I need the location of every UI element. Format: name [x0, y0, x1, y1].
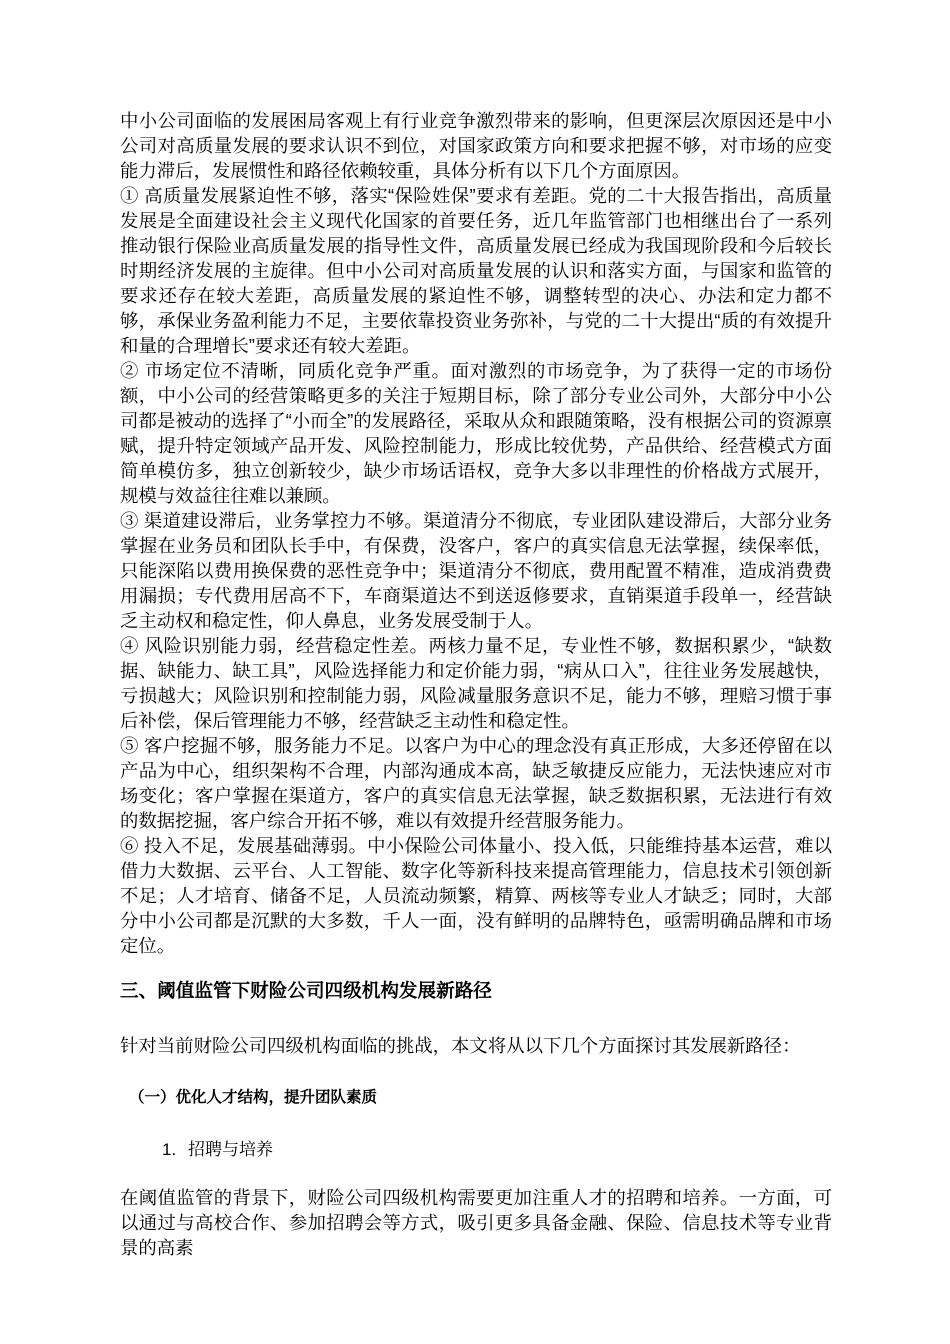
list-item-label: 招聘与培养: [188, 1140, 273, 1159]
paragraph-cause-2: ② 市场定位不清晰，同质化竞争严重。面对激烈的市场竞争，为了获得一定的市场份额，中小公司的经营策略更多的关注于短期目标，除了部分专业公司外，大部分中小公司都是被动的选择了“小而全”的发展路径，采取从众和跟随策略，没有根据公司的资源禀赋，提升特定领域产品开发、风险控制能力，形成比较优势，产品供给、经营模式方面简单模仿多，独立创新较少，缺少市场话语权，竞争大多以非理性的价格战方式展开，规模与效益往往难以兼顾。: [120, 360, 832, 506]
document-content: [120, 108, 832, 1260]
paragraph-intro-causes: 中小公司面临的发展困局客观上有行业竞争激烈带来的影响，但更深层次原因还是中小公司对高质量发展的要求认识不到位，对国家政策方向和要求把握不够，对市场的应变能力滞后，发展惯性和路径依赖较重，具体分析有以下几个方面原因。: [120, 110, 832, 181]
numbered-list-item: [162, 1138, 832, 1161]
sub-heading: （一）优化人才结构，提升团队素质: [129, 1089, 378, 1106]
section-intro-paragraph: 针对当前财险公司四级机构面临的挑战，本文将从以下几个方面探讨其发展新路径：: [120, 1035, 801, 1056]
closing-paragraph: 在阈值监管的背景下，财险公司四级机构需要更加注重人才的招聘和培养。一方面，可以通过与高校合作、参加招聘会等方式，吸引更多具备金融、保险、信息技术等专业背景的高素: [120, 1187, 832, 1258]
list-item-number: 1.: [162, 1140, 177, 1159]
paragraph-cause-3: ③ 渠道建设滞后，业务掌控力不够。渠道清分不彻底，专业团队建设滞后，大部分业务掌握在业务员和团队长手中，有保费，没客户，客户的真实信息无法掌握，续保率低，只能深陷以费用换保费的恶性竞争中；渠道清分不彻底，费用配置不精准，造成消费费用漏损；专代费用居高不下，车商渠道达不到送返修要求，直销渠道手段单一，经营缺乏主动权和稳定性，仰人鼻息，业务发展受制于人。: [120, 510, 832, 631]
paragraph-cause-4: ④ 风险识别能力弱，经营稳定性差。两核力量不足，专业性不够，数据积累少，“缺数据、缺能力、缺工具”，风险选择能力和定价能力弱，“病从口入”，往往业务发展越快，亏损越大；风险识别和控制能力弱，风险减量服务意识不足，能力不够，理赔习惯于事后补偿，保后管理能力不够，经营缺乏主动性和稳定性。: [120, 635, 832, 731]
paragraph-cause-6: ⑥ 投入不足，发展基础薄弱。中小保险公司体量小、投入低，只能维持基本运营，难以借力大数据、云平台、人工智能、数字化等新科技来提高管理能力，信息技术引领创新不足；人才培育、储备不足，人员流动频繁，精算、两核等专业人才缺乏；同时，大部分中小公司都是沉默的大多数，千人一面，没有鲜明的品牌特色，亟需明确品牌和市场定位。: [120, 835, 832, 956]
paragraph-cause-1: ① 高质量发展紧迫性不够，落实“保险姓保”要求有差距。党的二十大报告指出，高质量发展是全面建设社会主义现代化国家的首要任务，近几年监管部门也相继出台了一系列推动银行保险业高质量发展的指导性文件，高质量发展已经成为我国现阶段和今后较长时期经济发展的主旋律。但中小公司对高质量发展的认识和落实方面，与国家和监管的要求还存在较大差距，高质量发展的紧迫性不够，调整转型的决心、办法和定力都不够，承保业务盈利能力不足，主要依靠投资业务弥补，与党的二十大提出“质的有效提升和量的合理增长”要求还有较大差距。: [120, 185, 832, 356]
paragraph-cause-5: ⑤ 客户挖掘不够，服务能力不足。以客户为中心的理念没有真正形成，大多还停留在以产品为中心，组织架构不合理，内部沟通成本高，缺乏敏捷反应能力，无法快速应对市场变化；客户掌握在渠道方，客户的真实信息无法掌握，缺乏数据积累，无法进行有效的数据挖掘，客户综合开拓不够，难以有效提升经营服务能力。: [120, 735, 832, 831]
section-heading: 三、阈值监管下财险公司四级机构发展新路径: [120, 980, 492, 1001]
